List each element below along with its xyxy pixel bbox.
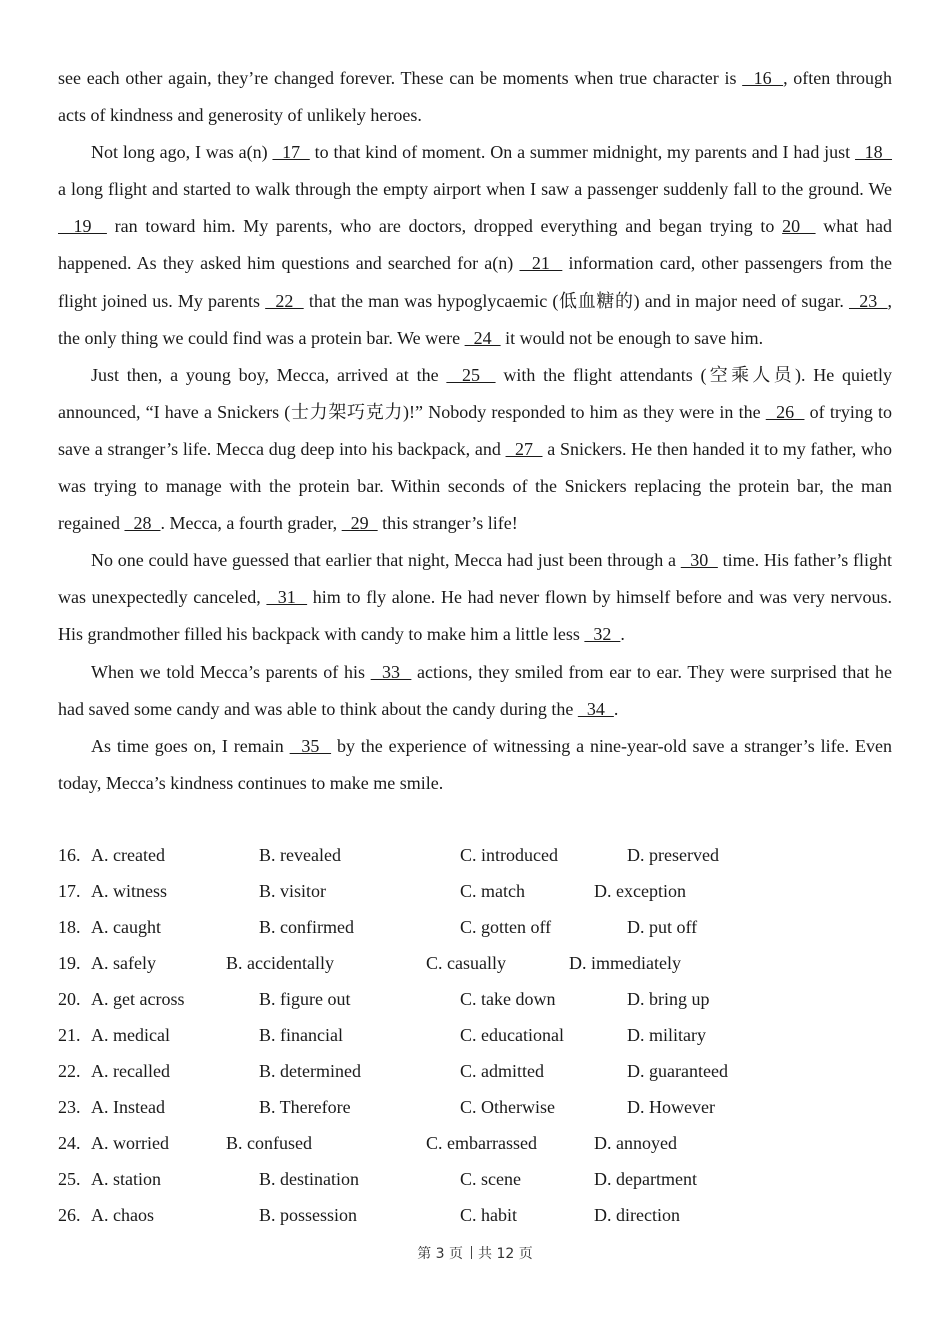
question-row [58, 837, 892, 873]
option-c: C. educational [460, 1025, 564, 1045]
question-row [58, 1053, 892, 1089]
passage-text: , often through acts of kindness and generosity of unlikely heroes. [58, 68, 893, 126]
option-b: B. revealed [259, 845, 341, 865]
option-b: B. accidentally [226, 953, 334, 973]
question-number: 26. [58, 1205, 81, 1225]
option-a: A. Instead [91, 1097, 165, 1117]
question-row [58, 1017, 892, 1053]
question-number: 22. [58, 1061, 81, 1081]
page-total: 共 12 页 [478, 1246, 533, 1262]
option-a: A. recalled [91, 1061, 170, 1081]
paragraph [58, 357, 892, 542]
option-d: D. guaranteed [627, 1061, 728, 1081]
passage-text: information card, other passengers from the flight joined us. My parents [58, 253, 892, 311]
option-b: B. Therefore [259, 1097, 351, 1117]
option-a: A. station [91, 1169, 161, 1189]
option-b: B. possession [259, 1205, 358, 1225]
answer-blank: 24 [464, 327, 501, 348]
option-c: C. habit [460, 1205, 517, 1225]
question-number: 24. [58, 1133, 81, 1153]
option-d: D. annoyed [594, 1133, 677, 1153]
passage-text: No one could have guessed that earlier that night, Mecca had just been through a [91, 550, 681, 571]
question-number: 23. [58, 1097, 81, 1117]
answer-blank: 20 [782, 216, 816, 237]
answer-blank: 29 [341, 513, 378, 534]
answer-blank: 16 [742, 68, 784, 88]
answer-blank: 30 [680, 550, 718, 571]
option-d: D. put off [627, 917, 698, 937]
option-a: A. worried [91, 1133, 169, 1153]
passage-text: . [620, 624, 625, 645]
option-c: C. introduced [460, 845, 558, 865]
option-d: D. bring up [627, 989, 710, 1009]
question-number: 17. [58, 881, 81, 901]
option-c: C. Otherwise [460, 1097, 555, 1117]
option-b: B. confirmed [259, 917, 354, 937]
passage-text: ran toward him. My parents, who are doctors, dropped everything and began trying to [106, 216, 783, 237]
question-row [58, 1089, 892, 1125]
option-d: D. military [627, 1025, 706, 1045]
passage [58, 60, 892, 802]
question-row [58, 1161, 892, 1197]
paragraph [58, 60, 892, 134]
answer-blank: 34 [577, 698, 614, 719]
answer-blank: 18 [855, 142, 893, 163]
option-c: C. take down [460, 989, 556, 1009]
passage-text: , the only thing we could find was a protein bar. We were [58, 290, 893, 348]
option-b: B. destination [259, 1169, 359, 1189]
option-c: C. embarrassed [426, 1133, 537, 1153]
question-row [58, 909, 892, 945]
paragraph [58, 654, 892, 728]
passage-text: Not long ago, I was a(n) [91, 142, 273, 163]
passage-text: As time goes on, I remain [91, 735, 290, 756]
question-number: 21. [58, 1025, 81, 1045]
passage-text: by the experience of witnessing a nine-year-old save a stranger’s life. Even today, Mecca’s kindness continues to make me smile. [58, 735, 892, 793]
option-b: B. financial [259, 1025, 343, 1045]
option-d: D. preserved [627, 845, 719, 865]
option-c: C. admitted [460, 1061, 544, 1081]
passage-text: time. His father’s flight was unexpectedly canceled, [58, 550, 893, 608]
option-a: A. witness [91, 881, 167, 901]
passage-text: what had happened. As they asked him questions and searched for a(n) [58, 216, 893, 274]
footer-separator [471, 1246, 472, 1259]
option-a: A. get across [91, 989, 185, 1009]
option-d: D. However [627, 1097, 715, 1117]
passage-text: to that kind of moment. On a summer midnight, my parents and I had just [309, 142, 856, 163]
page-footer [0, 1243, 950, 1263]
passage-text: it would not be enough to save him. [500, 327, 764, 348]
answer-blank: 17 [272, 142, 310, 163]
question-row [58, 873, 892, 909]
answer-blank: 35 [289, 735, 332, 756]
option-a: A. chaos [91, 1205, 154, 1225]
passage-text: . Mecca, a fourth grader, [160, 513, 342, 534]
option-a: A. safely [91, 953, 156, 973]
option-d: D. department [594, 1169, 697, 1189]
option-d: D. exception [594, 881, 686, 901]
option-a: A. created [91, 845, 165, 865]
passage-text: a Snickers. He then handed it to my father, who was trying to manage with the protein bar. Within seconds of the Snickers replacing the protein bar, the man regained [58, 438, 893, 534]
passage-text: When we told Mecca’s parents of his [91, 661, 371, 682]
option-d: D. direction [594, 1205, 680, 1225]
option-b: B. confused [226, 1133, 312, 1153]
question-row [58, 981, 892, 1017]
paragraph [58, 542, 892, 653]
question-number: 25. [58, 1169, 81, 1189]
option-c: C. gotten off [460, 917, 552, 937]
option-a: A. medical [91, 1025, 170, 1045]
passage-text: this stranger’s life! [377, 513, 518, 534]
question-number: 20. [58, 989, 81, 1009]
paragraph [58, 134, 892, 357]
question-row [58, 945, 892, 981]
option-b: B. visitor [259, 881, 327, 901]
option-c: C. casually [426, 953, 506, 973]
answer-blank: 26 [765, 401, 805, 422]
question-number: 19. [58, 953, 81, 973]
option-c: C. match [460, 881, 525, 901]
option-b: B. determined [259, 1061, 361, 1081]
passage-text: see each other again, they’re changed forever. These can be moments when true character is [58, 68, 743, 88]
passage-text: of trying to save a stranger’s life. Mecca dug deep into his backpack, and [58, 401, 892, 459]
paragraph [58, 728, 892, 802]
option-c: C. scene [460, 1169, 521, 1189]
answer-blank: 32 [584, 624, 621, 645]
passage-text: Just then, a young boy, Mecca, arrived at the [91, 364, 447, 385]
passage-text: that the man was hypoglycaemic (低血糖的) and in major need of sugar. [303, 290, 849, 311]
question-row [58, 1197, 892, 1233]
answer-blank: 27 [505, 438, 543, 459]
answer-blank: 33 [370, 661, 412, 682]
answer-blank: 31 [266, 587, 308, 608]
answer-blank: 25 [446, 364, 496, 385]
answer-blank: 22 [265, 290, 304, 311]
answer-blank: 21 [519, 253, 563, 274]
question-number: 16. [58, 845, 81, 865]
answer-blank: 19 [58, 216, 107, 237]
passage-text: with the flight attendants (空乘人员). He quietly announced, “I have a Snickers (士力架巧克力)!” Nobody responded to him as they were in the [58, 364, 893, 422]
passage-text: . [613, 698, 619, 719]
options-list [58, 837, 892, 1233]
passage-text: a long flight and started to walk through the empty airport when I saw a passenger suddenly fall to the ground. We [58, 179, 892, 200]
option-a: A. caught [91, 917, 161, 937]
answer-blank: 23 [848, 290, 888, 311]
option-d: D. immediately [569, 953, 681, 973]
passage-text: him to fly alone. He had never flown by himself before and was very nervous. His grandmother filled his backpack with candy to make him a little less [58, 587, 893, 645]
question-row [58, 1125, 892, 1161]
page-number: 第 3 页 [417, 1246, 464, 1262]
answer-blank: 28 [124, 513, 161, 534]
passage-text: actions, they smiled from ear to ear. They were surprised that he had saved some candy and was able to think about the candy during the [58, 661, 893, 719]
option-b: B. figure out [259, 989, 351, 1009]
question-number: 18. [58, 917, 81, 937]
